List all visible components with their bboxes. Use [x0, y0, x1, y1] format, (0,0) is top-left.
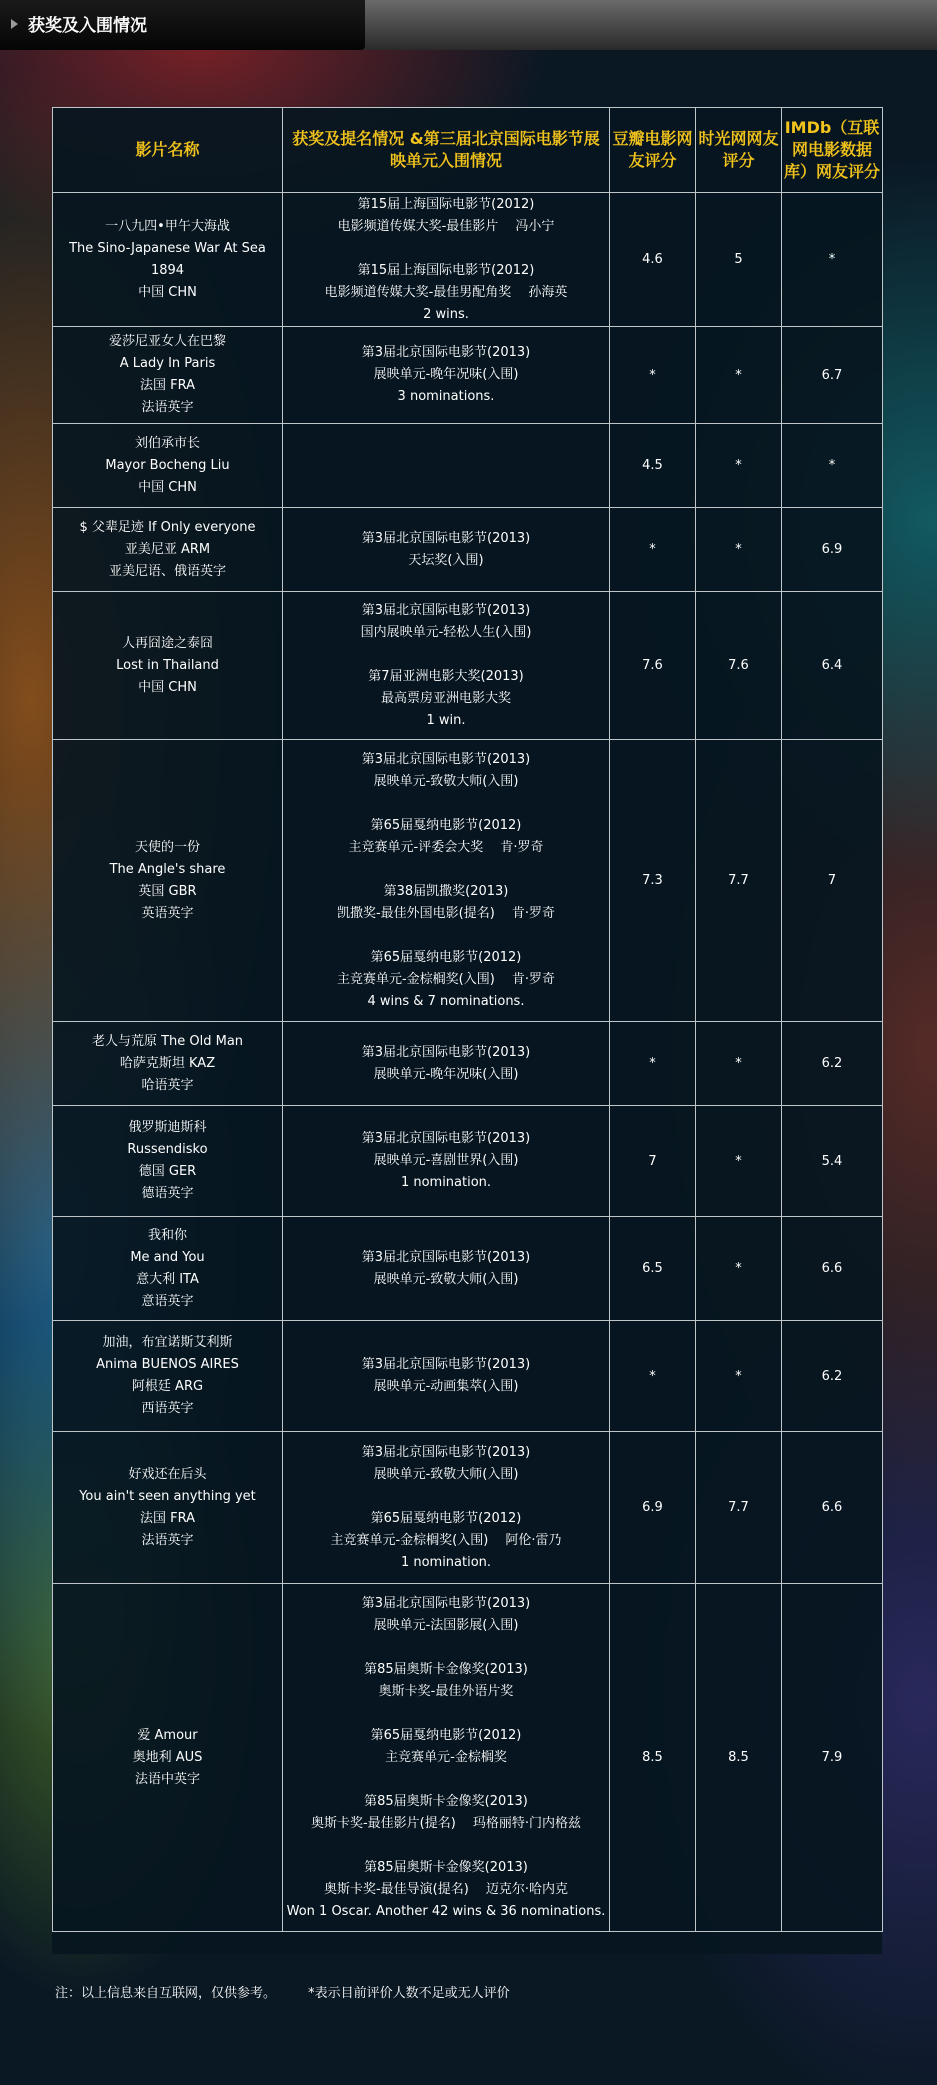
film-line: 亚美尼亚 ARM — [124, 541, 211, 557]
award-line: 第38届凯撒奖(2013) — [383, 883, 509, 899]
film-line: 意大利 ITA — [136, 1271, 199, 1287]
film-cell — [53, 1584, 283, 1932]
col-header-awards: 获奖及提名情况 &第三届北京国际电影节展映单元入围情况 — [283, 108, 610, 193]
award-line: 最高票房亚洲电影大奖 — [380, 690, 511, 706]
film-line: 爱 Amour — [137, 1727, 198, 1743]
imdb-rating: 6.6 — [782, 1217, 883, 1321]
award-line: 第3届北京国际电影节(2013) — [361, 530, 531, 546]
film-line: 加油，布宜诺斯艾利斯 — [102, 1335, 233, 1350]
col-header-mtime: 时光网网友评分 — [696, 108, 782, 193]
douban-rating: 4.6 — [610, 193, 696, 327]
table-row — [53, 327, 883, 424]
award-line: 第85届奥斯卡金像奖(2013) — [364, 1859, 528, 1875]
film-line: 阿根廷 ARG — [131, 1379, 204, 1394]
film-line: 中国 CHN — [138, 479, 197, 495]
film-line: 我和你 — [147, 1227, 187, 1243]
imdb-rating: 5.4 — [782, 1106, 883, 1217]
film-line: A Lady In Paris — [119, 356, 216, 371]
award-gap — [285, 1835, 607, 1857]
film-line: 哈萨克斯坦 KAZ — [119, 1055, 216, 1071]
award-line: 展映单元-晚年况味(入围) — [373, 367, 519, 382]
film-cell — [53, 1106, 283, 1217]
film-line: 人再囧途之泰囧 — [121, 635, 213, 651]
awards-cell — [283, 193, 610, 327]
film-line: Me and You — [130, 1249, 205, 1265]
awards-cell — [283, 508, 610, 592]
film-cell — [53, 1432, 283, 1584]
award-line: 第3届北京国际电影节(2013) — [361, 1357, 531, 1372]
film-line: 英国 GBR — [138, 883, 197, 899]
table-body — [53, 193, 883, 1932]
film-cell — [53, 1022, 283, 1106]
imdb-rating: 6.7 — [782, 327, 883, 424]
film-cell — [53, 1321, 283, 1432]
imdb-rating: 6.2 — [782, 1022, 883, 1106]
douban-rating: * — [610, 327, 696, 424]
footnote-star: *表示目前评价人数不足或无人评价 — [308, 1986, 510, 2001]
awards-cell — [283, 1217, 610, 1321]
mtime-rating: * — [696, 1106, 782, 1217]
award-line: 主竞赛单元-金棕榈奖 — [385, 1749, 507, 1765]
douban-rating: 8.5 — [610, 1584, 696, 1932]
mtime-rating: 7.6 — [696, 592, 782, 740]
arrow-right-icon — [11, 19, 18, 29]
award-line: 第65届戛纳电影节(2012) — [370, 949, 522, 965]
table-row — [53, 508, 883, 592]
award-line: 1 win. — [426, 712, 466, 728]
film-line: 俄罗斯迪斯科 — [128, 1120, 207, 1135]
awards-cell — [283, 1432, 610, 1584]
award-line: 第7届亚洲电影大奖(2013) — [368, 668, 524, 684]
award-gap — [285, 793, 607, 815]
col-header-film: 影片名称 — [53, 108, 283, 193]
film-line: 刘伯承市长 — [134, 435, 200, 451]
film-cell — [53, 592, 283, 740]
header-tab — [0, 0, 365, 50]
douban-rating: * — [610, 1022, 696, 1106]
table-row — [53, 1321, 883, 1432]
mtime-rating: * — [696, 1217, 782, 1321]
col-header-douban: 豆瓣电影网友评分 — [610, 108, 696, 193]
film-line: 爱莎尼亚女人在巴黎 — [108, 334, 226, 349]
douban-rating: 6.5 — [610, 1217, 696, 1321]
award-line: 展映单元-动画集萃(入围) — [373, 1379, 519, 1394]
film-line: 亚美尼语、俄语英字 — [108, 563, 226, 579]
award-line: 第85届奥斯卡金像奖(2013) — [364, 1793, 528, 1809]
award-gap — [285, 1486, 607, 1508]
award-line: 第3届北京国际电影节(2013) — [361, 602, 531, 618]
mtime-rating: * — [696, 508, 782, 592]
award-line: 第3届北京国际电影节(2013) — [361, 751, 531, 767]
film-line: The Sino-Japanese War At Sea 1894 — [69, 240, 266, 278]
film-cell — [53, 1217, 283, 1321]
award-line: 第3届北京国际电影节(2013) — [361, 1249, 531, 1265]
imdb-rating: 6.4 — [782, 592, 883, 740]
film-line: 法语英字 — [141, 1532, 194, 1548]
table-row — [53, 1106, 883, 1217]
awards-cell — [283, 592, 610, 740]
award-line: 第3届北京国际电影节(2013) — [361, 1444, 531, 1460]
awards-cell — [283, 740, 610, 1022]
award-line: Won 1 Oscar. Another 42 wins & 36 nominations. — [286, 1903, 606, 1919]
table-row — [53, 1022, 883, 1106]
award-line: 第3届北京国际电影节(2013) — [361, 345, 531, 360]
film-line: 中国 CHN — [138, 679, 197, 695]
film-cell — [53, 327, 283, 424]
award-line: 展映单元-晚年况味(入围) — [373, 1066, 519, 1082]
award-line: 第85届奥斯卡金像奖(2013) — [364, 1661, 528, 1677]
award-line: 1 nomination. — [400, 1175, 492, 1190]
film-line: You ain't seen anything yet — [79, 1488, 256, 1504]
award-line: 奥斯卡奖-最佳导演(提名) 迈克尔·哈内克 — [323, 1881, 569, 1897]
film-line: 法国 FRA — [139, 378, 195, 393]
mtime-rating: * — [696, 1321, 782, 1432]
award-line: 电影频道传媒大奖-最佳男配角奖 孙海英 — [324, 284, 568, 300]
film-line: 西语英字 — [141, 1401, 194, 1416]
award-line: 1 nomination. — [400, 1554, 492, 1570]
douban-rating: * — [610, 1321, 696, 1432]
imdb-rating: 7 — [782, 740, 883, 1022]
film-line: $ 父辈足迹 If Only everyone — [79, 519, 256, 535]
award-line: 第3届北京国际电影节(2013) — [361, 1044, 531, 1060]
award-line: 主竞赛单元-金棕榈奖(入围) 肯·罗奇 — [336, 971, 556, 987]
mtime-rating: * — [696, 1022, 782, 1106]
film-line: 中国 CHN — [138, 284, 197, 300]
table-row — [53, 193, 883, 327]
douban-rating: 7 — [610, 1106, 696, 1217]
award-line: 3 nominations. — [397, 389, 495, 404]
film-line: 法国 FRA — [139, 1510, 195, 1526]
imdb-rating: 6.9 — [782, 508, 883, 592]
award-line: 奥斯卡奖-最佳影片(提名) 玛格丽特·门内格兹 — [310, 1815, 582, 1831]
award-line: 展映单元-致敬大师(入围) — [373, 1271, 519, 1287]
film-line: 德语英字 — [141, 1186, 194, 1201]
mtime-rating: 5 — [696, 193, 782, 327]
award-line: 4 wins & 7 nominations. — [367, 993, 525, 1009]
douban-rating: 7.6 — [610, 592, 696, 740]
award-line: 展映单元-法国影展(入围) — [373, 1617, 519, 1633]
awards-cell — [283, 327, 610, 424]
award-line: 第3届北京国际电影节(2013) — [361, 1131, 531, 1146]
douban-rating: 7.3 — [610, 740, 696, 1022]
award-line: 第65届戛纳电影节(2012) — [370, 1727, 522, 1743]
award-line: 天坛奖(入围) — [408, 552, 484, 568]
footnote-source: 注：以上信息来自互联网，仅供参考。 — [55, 1986, 277, 2001]
film-line: 一八九四•甲午大海战 — [105, 218, 230, 234]
table-header-row — [53, 108, 883, 193]
awards-cell — [283, 1321, 610, 1432]
page-title: 获奖及入围情况 — [28, 16, 147, 36]
award-gap — [285, 1769, 607, 1791]
film-line: The Angle's share — [109, 861, 226, 877]
awards-table — [52, 107, 883, 1932]
film-line: 意语英字 — [141, 1293, 194, 1309]
mtime-rating: * — [696, 424, 782, 508]
table-row — [53, 424, 883, 508]
awards-cell — [283, 424, 610, 508]
award-line: 第65届戛纳电影节(2012) — [370, 1510, 522, 1526]
imdb-rating: 7.9 — [782, 1584, 883, 1932]
award-line: 电影频道传媒大奖-最佳影片 冯小宁 — [337, 218, 555, 234]
film-line: 老人与荒原 The Old Man — [91, 1033, 244, 1049]
col-header-imdb: IMDb（互联网电影数据库）网友评分 — [782, 108, 883, 193]
film-line: 奥地利 AUS — [132, 1749, 203, 1765]
award-gap — [285, 1637, 607, 1659]
award-line: 国内展映单元-轻松人生(入围) — [360, 624, 532, 640]
awards-cell — [283, 1106, 610, 1217]
awards-cell — [283, 1022, 610, 1106]
film-cell — [53, 424, 283, 508]
film-cell — [53, 193, 283, 327]
award-line: 第65届戛纳电影节(2012) — [370, 817, 522, 833]
mtime-rating: 7.7 — [696, 740, 782, 1022]
award-gap — [285, 1703, 607, 1725]
award-gap — [285, 859, 607, 881]
mtime-rating: 8.5 — [696, 1584, 782, 1932]
film-line: 哈语英字 — [141, 1077, 194, 1093]
film-line: Anima BUENOS AIRES — [96, 1357, 239, 1372]
douban-rating: 6.9 — [610, 1432, 696, 1584]
film-line: 天使的一份 — [134, 839, 200, 855]
mtime-rating: 7.7 — [696, 1432, 782, 1584]
award-line: 展映单元-致敬大师(入围) — [373, 1466, 519, 1482]
film-line: Lost in Thailand — [116, 657, 219, 673]
film-line: 法语中英字 — [134, 1771, 200, 1787]
film-cell — [53, 740, 283, 1022]
award-line: 第3届北京国际电影节(2013) — [361, 1595, 531, 1611]
mtime-rating: * — [696, 327, 782, 424]
imdb-rating: 6.6 — [782, 1432, 883, 1584]
award-line: 奥斯卡奖-最佳外语片奖 — [378, 1683, 514, 1699]
awards-cell — [283, 1584, 610, 1932]
imdb-rating: 6.2 — [782, 1321, 883, 1432]
award-line: 主竞赛单元-评委会大奖 肯·罗奇 — [348, 839, 544, 855]
award-line: 第15届上海国际电影节(2012) — [357, 196, 535, 212]
award-gap — [285, 238, 607, 260]
award-line: 展映单元-喜剧世界(入围) — [373, 1153, 519, 1168]
table-row — [53, 1584, 883, 1932]
award-line: 2 wins. — [423, 306, 469, 322]
imdb-rating: * — [782, 193, 883, 327]
award-gap — [285, 925, 607, 947]
douban-rating: 4.5 — [610, 424, 696, 508]
imdb-rating: * — [782, 424, 883, 508]
table-row — [53, 1432, 883, 1584]
award-line: 第15届上海国际电影节(2012) — [357, 262, 535, 278]
film-cell — [53, 508, 283, 592]
table-row — [53, 1217, 883, 1321]
table-row — [53, 592, 883, 740]
film-line: 英语英字 — [141, 905, 194, 921]
film-line: Russendisko — [127, 1142, 208, 1157]
table-row — [53, 740, 883, 1022]
award-line: 展映单元-致敬大师(入围) — [373, 773, 519, 789]
film-line: 好戏还在后头 — [128, 1466, 207, 1482]
film-line: 德国 GER — [138, 1164, 197, 1179]
award-line: 主竞赛单元-金棕榈奖(入围) 阿伦·雷乃 — [330, 1532, 562, 1548]
award-line: 凯撒奖-最佳外国电影(提名) 肯·罗奇 — [336, 905, 556, 921]
footnote — [55, 1982, 538, 2001]
award-gap — [285, 644, 607, 666]
douban-rating: * — [610, 508, 696, 592]
film-line: 法语英字 — [141, 400, 194, 415]
film-line: Mayor Bocheng Liu — [105, 457, 230, 473]
